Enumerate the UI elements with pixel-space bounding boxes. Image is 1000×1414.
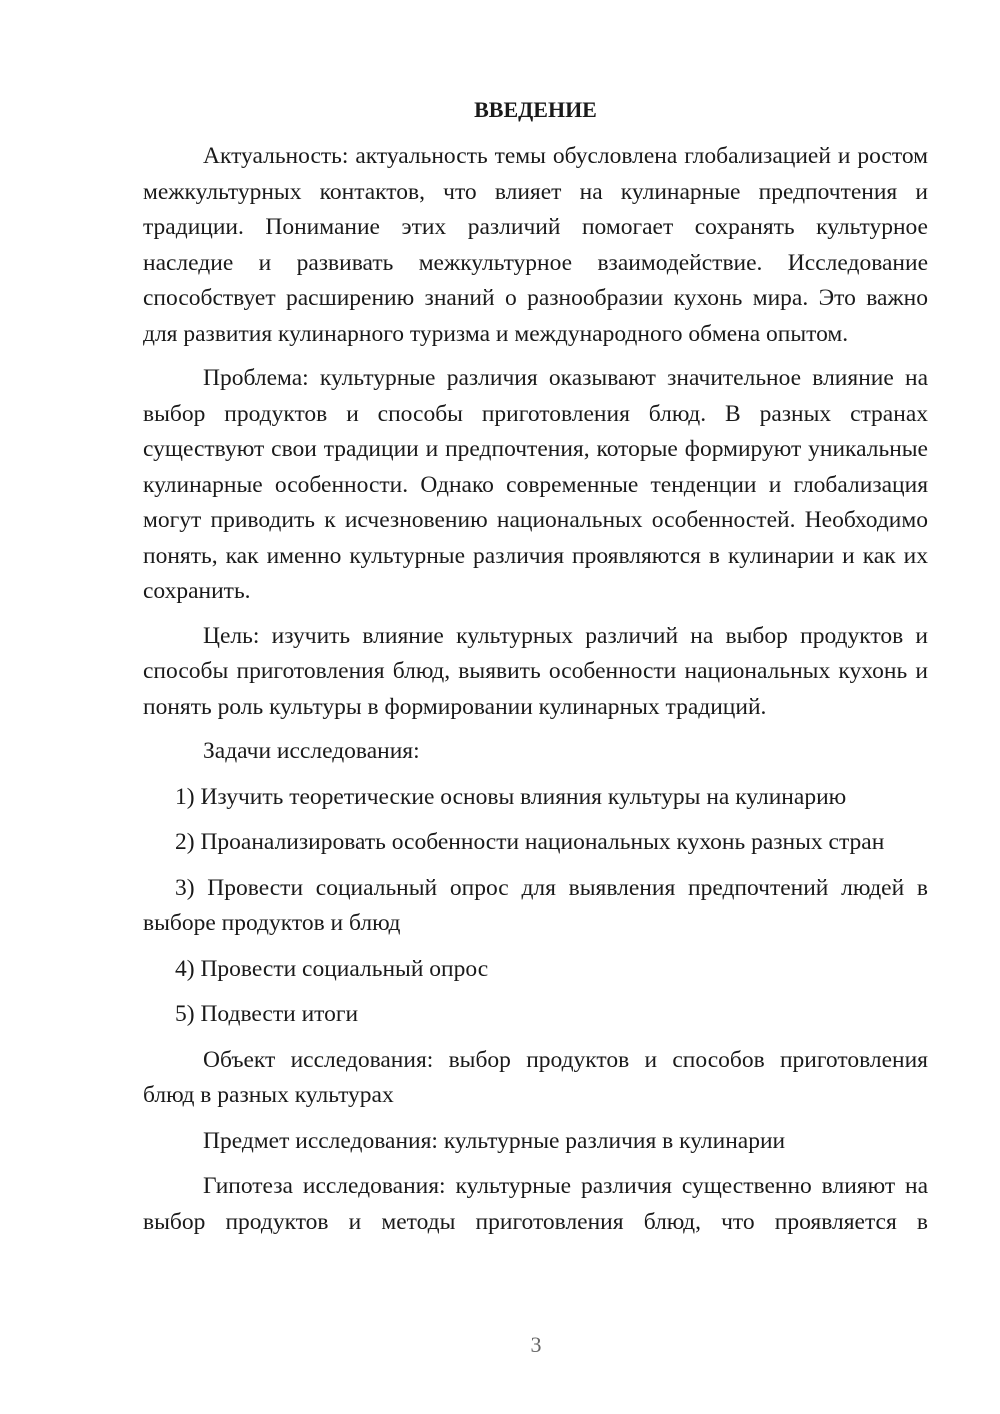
problem-paragraph: Проблема: культурные различия оказывают значительное влияние на выбор продуктов и способы приготовления блюд. В разных странах существуют свои традиции и предпочтения, которые формируют уникальные кулинарные особенности. Однако современные тенденции и глобализация могут приводить к исчезновению национальных особенностей. Необходимо понять, как именно культурные различия проявляются в кулинарии и как их сохранить. [143, 365, 928, 604]
goal-paragraph: Цель: изучить влияние культурных различий на выбор продуктов и способы приготовления блюд, выявить особенности национальных кухонь и понять роль культуры в формировании кулинарных традиций. [143, 622, 928, 720]
task-item-5: 5) Подвести итоги [175, 1001, 359, 1027]
task-item-3: 3) Провести социальный опрос для выявления предпочтений людей в выборе продуктов и блюд [143, 874, 928, 936]
object-paragraph: Объект исследования: выбор продуктов и способов приготовления блюд в разных культурах [143, 1046, 928, 1108]
section-heading: ВВЕДЕНИЕ [474, 97, 597, 122]
subject-paragraph: Предмет исследования: культурные различия в кулинарии [203, 1127, 786, 1154]
task-item-1: 1) Изучить теоретические основы влияния культуры на кулинарию [175, 783, 847, 810]
page-number: 3 [530, 1332, 542, 1357]
document-body [143, 95, 928, 1240]
relevance-paragraph: Актуальность: актуальность темы обусловлена глобализацией и ростом межкультурных контактов, что влияет на кулинарные предпочтения и традиции. Понимание этих различий помогает сохранять культурное наследие и развивать межкультурное взаимодействие. Исследование способствует расширению знаний о разнообразии кухонь мира. Это важно для развития кулинарного туризма и международного обмена опытом. [143, 143, 928, 347]
hypothesis-paragraph: Гипотеза исследования: культурные различия существенно влияют на выбор продуктов и методы приготовления блюд, что проявляется в [143, 1173, 928, 1235]
tasks-heading: Задачи исследования: [203, 738, 420, 764]
task-item-4: 4) Провести социальный опрос [175, 955, 489, 982]
task-item-2: 2) Проанализировать особенности национальных кухонь разных стран [175, 829, 885, 855]
